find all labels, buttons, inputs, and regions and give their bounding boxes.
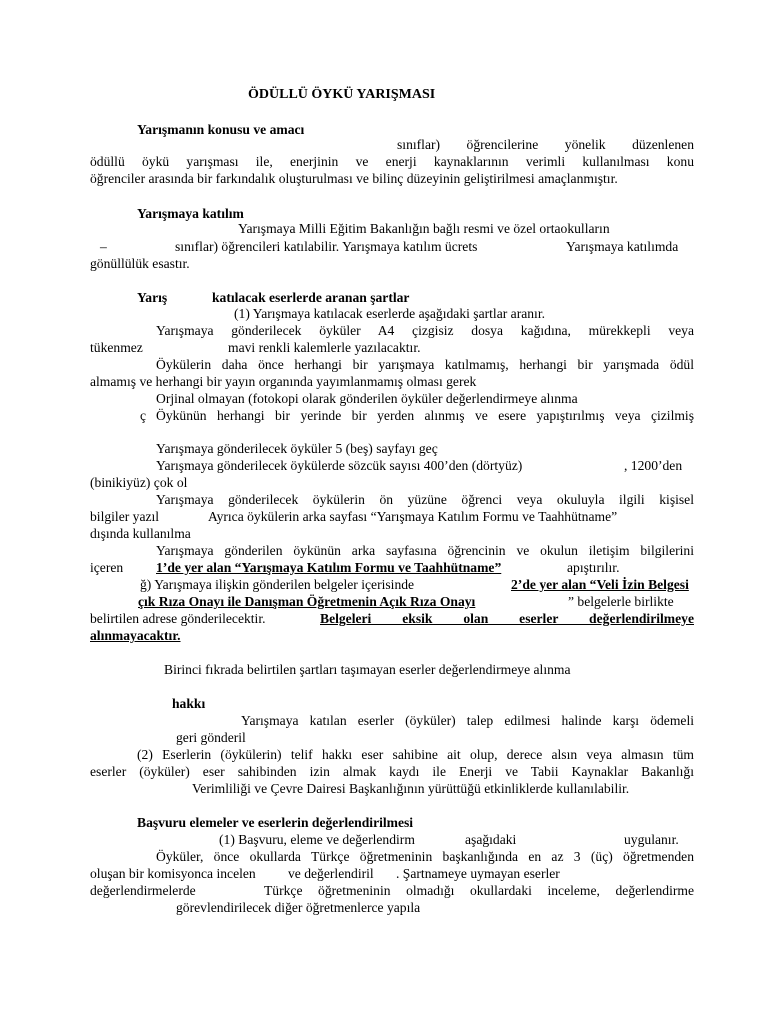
section-heading-evaluation: Başvuru elemeler ve eserlerin değerlendirilmesi [137,815,414,830]
text-line: ödüllü öykü yarışması ile, enerjinin ve enerji kaynaklarının verimli kullanılması konu [90,154,694,169]
text-line: geri gönderil [176,730,246,745]
text-line: Yarışmaya gönderilecek öyküler A4 çizgisiz dosya kağıdına, mürekkepli veya [156,323,694,338]
text-line: Yarışmaya gönderilecek öykülerin ön yüzüne öğrenci veya okuluyla ilgili kişisel [156,492,694,507]
section-heading-participation: Yarışmaya katılım [137,206,244,221]
text-line: sınıflar) öğrencilerine yönelik düzenlenen [397,137,694,152]
text-line: bilgiler yazıl [90,509,160,524]
text-line: Orjinal olmayan (fotokopi olarak gönderilen öyküler değerlendirmeye alınma [156,391,578,406]
text-line: Verimliliği ve Çevre Dairesi Başkanlığının yürüttüğü etkinliklerde kullanılabilir. [192,781,630,796]
text-line: – [100,239,107,254]
text-line: görevlendirilecek diğer öğretmenlerce yapıla [176,900,421,915]
text-line: 2’de yer alan “Veli İzin Belgesi [511,577,689,592]
text-line: Yarışmaya gönderilecek öykülerde sözcük sayısı 400’den (dörtyüz) [156,458,523,473]
text-line: (binikiyüz) çok ol [90,475,188,490]
text-line: Birinci fıkrada belirtilen şartları taşımayan eserler değerlendirmeye alınma [164,662,571,677]
text-line: almamış ve herhangi bir yayın organında yayımlanmamış olması gerek [90,374,477,389]
text-line: , 1200’den [624,458,683,473]
text-line: eserler (öyküler) eser sahibinden izin almak kaydı ile Enerji ve Tabii Kaynaklar Bakanlığı [90,764,694,779]
text-line: dışında kullanılma [90,526,191,541]
text-line: gönüllülük esastır. [90,256,190,271]
text-line: Türkçe öğretmeninin olmadığı okullardaki inceleme, değerlendirme [264,883,694,898]
text-line: çık Rıza Onayı ile Danışman Öğretmenin Açık Rıza Onayı [138,594,476,609]
text-line: . Şartnameye uymayan eserler [396,866,560,881]
text-line: (2) Eserlerin (öykülerin) telif hakkı eser sahibine ait olup, derece alsın veya almasın tüm [137,747,694,762]
text-line: belirtilen adrese gönderilecektir. [90,611,266,626]
text-line: apıştırılır. [567,560,620,575]
text-line: öğrenciler arasında bir farkındalık oluşturulması ve bilinç düzeyinin geliştirilmesi amaçlanmıştır. [90,171,618,186]
section-heading-conditions-b: katılacak eserlerde aranan şartlar [212,290,410,305]
text-line: tükenmez [90,340,143,355]
text-line: ve değerlendiril [288,866,374,881]
text-line: uygulanır. [624,832,679,847]
text-line: Yarışmaya katılan eserler (öyküler) talep edilmesi halinde karşı ödemeli [241,713,694,728]
section-heading-rights: hakkı [172,696,206,711]
text-line: oluşan bir komisyonca incelen [90,866,256,881]
text-line: ğ) Yarışmaya ilişkin gönderilen belgeler içerisinde [140,577,415,592]
text-line: aşağıdaki [465,832,517,847]
text-line: Yarışmaya gönderilen öykünün arka sayfasına öğrencinin ve okulun iletişim bilgilerini [156,543,694,558]
text-line: sınıflar) öğrencileri katılabilir. Yarışmaya katılım ücrets [175,239,478,254]
text-line: içeren [90,560,124,575]
text-line: Belgeleri eksik olan eserler değerlendirilmeye [320,611,694,626]
text-line: Öykünün herhangi bir yerinde bir yerden alınmış ve esere yapıştırılmış veya çizilmiş [156,408,694,423]
text-line: Ayrıca öykülerin arka sayfası “Yarışmaya Katılım Formu ve Taahhütname” [208,509,618,524]
text-line: ” belgelerle birlikte [568,594,674,609]
text-line: Yarışmaya katılımda [566,239,679,254]
text-line: Öyküler, önce okullarda Türkçe öğretmeninin başkanlığında en az 3 (üç) öğretmenden [156,849,694,864]
document-title: ÖDÜLLÜ ÖYKÜ YARIŞMASI [248,87,436,102]
text-line: değerlendirmelerde [90,883,196,898]
text-line: Yarışmaya Milli Eğitim Bakanlığın bağlı resmi ve özel ortaokulların [238,221,610,236]
list-marker: ç [140,408,147,423]
text-line: (1) Başvuru, eleme ve değerlendirm [219,832,415,847]
text-line: 1’de yer alan “Yarışmaya Katılım Formu ve Taahhütname” [156,560,502,575]
text-line: mavi renkli kalemlerle yazılacaktır. [228,340,421,355]
text-line: Yarışmaya gönderilecek öyküler 5 (beş) sayfayı geç [156,441,438,456]
section-heading-conditions-a: Yarış [137,290,168,305]
text-line: (1) Yarışmaya katılacak eserlerde aşağıdaki şartlar aranır. [234,306,546,321]
section-heading-purpose: Yarışmanın konusu ve amacı [137,122,305,137]
text-line: Öykülerin daha önce herhangi bir yarışmaya katılmamış, herhangi bir yarışmada ödül [156,357,694,372]
text-line: alınmayacaktır. [90,628,181,643]
